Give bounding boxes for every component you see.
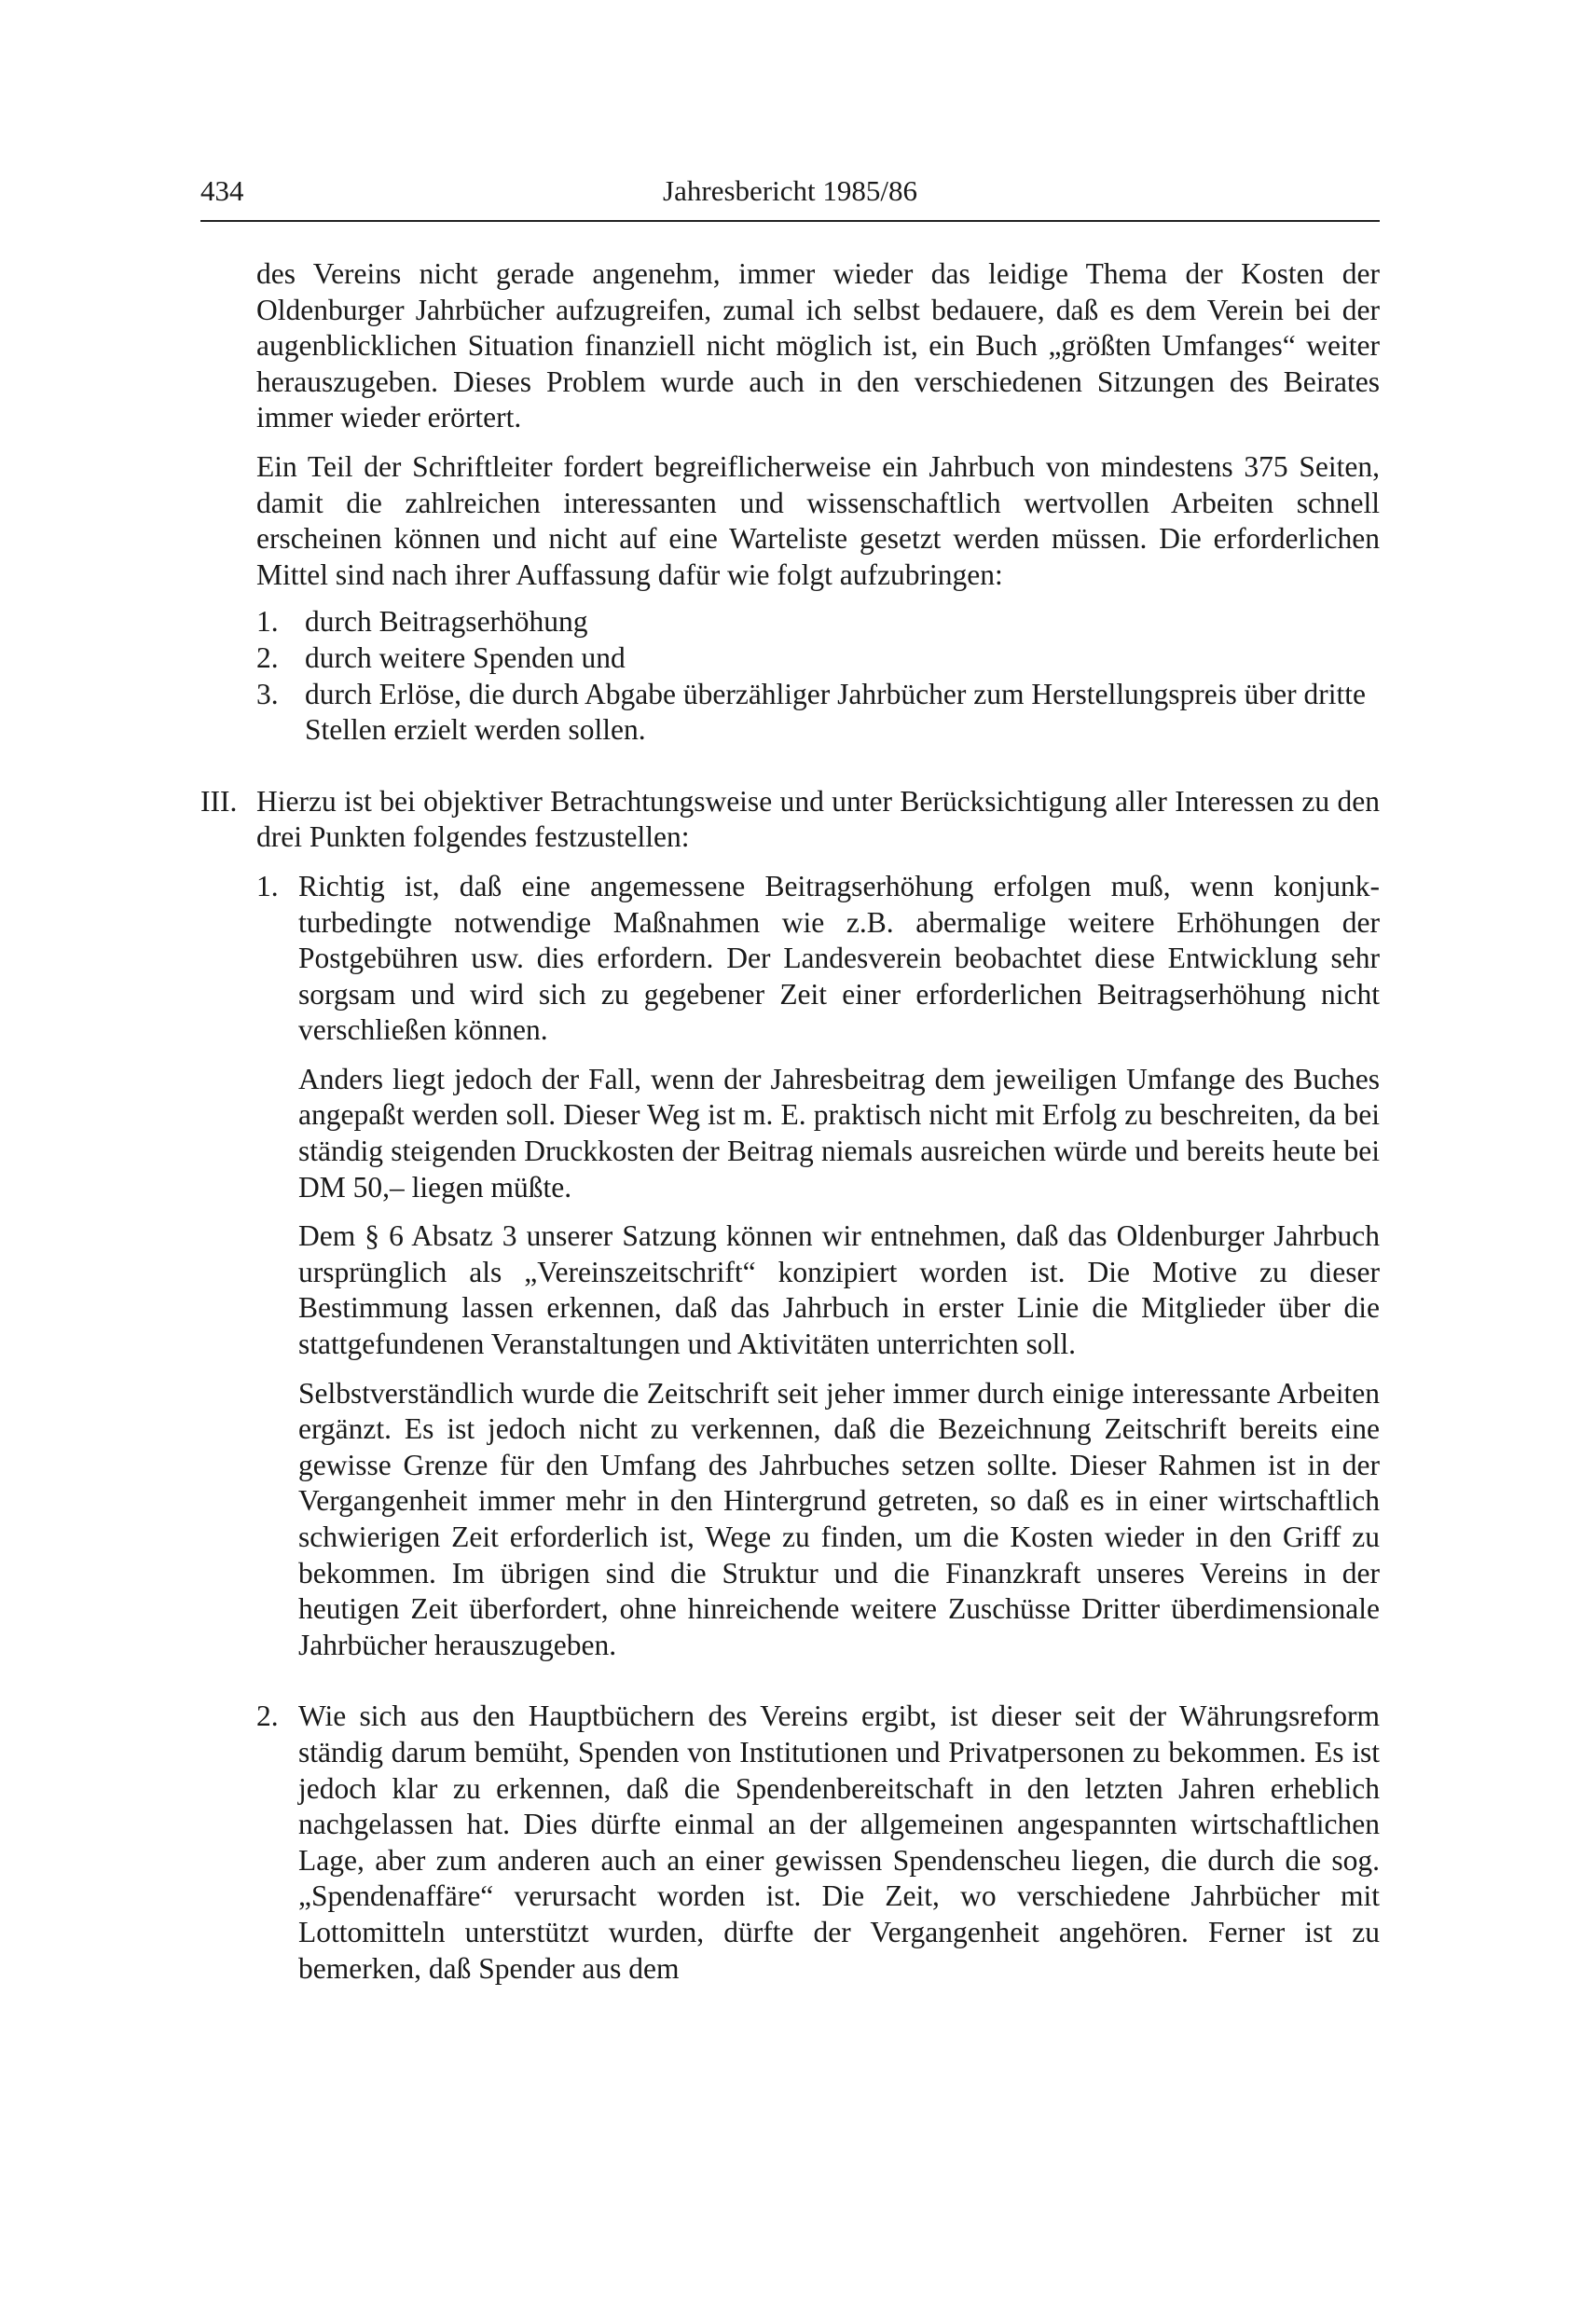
point-paragraph: Dem § 6 Absatz 3 unserer Satzung können wir entnehmen, daß das Oldenburger Jahrbuch ursprünglich als „Vereinszeitschrift“ konzipiert worden ist. Die Motive zu dieser Bestimmung lassen erkennen, daß das Jahrbuch in erster Linie die Mitglieder über die stattgefundenen Veranstaltungen und Aktivitäten unterrichten soll. bbox=[298, 1219, 1380, 1361]
point-paragraph: Wie sich aus den Hauptbüchern des Vereins ergibt, ist dieser seit der Währungsreform ständig darum bemüht, Spenden von Institutionen und Privatpersonen zu bekommen. Es ist jedoch klar zu erkennen, daß die Spendenbereitschaft in den letzten Jahren erheblich nachgelassen hat. Dies dürfte einmal an der allgemeinen angespannten wirtschaftlichen Lage, aber zum anderen auch an einer gewissen Spendenscheu liegen, die durch die sog. „Spendenaffäre“ verursacht worden ist. Die Zeit, wo verschiedene Jahrbücher mit Lottomitteln unterstützt wurden, dürfte der Vergangenheit angehören. Ferner ist zu bemerken, daß Spender aus dem bbox=[298, 1700, 1380, 1985]
running-title: Jahresbericht 1985/86 bbox=[663, 174, 917, 207]
running-head bbox=[200, 171, 1380, 212]
list-marker: 2. bbox=[256, 640, 279, 674]
point-marker: 1. bbox=[256, 869, 279, 902]
demand-paragraph: Ein Teil der Schriftleiter fordert begreiflicherweise ein Jahrbuch von mindestens 375 Seiten, damit die zahlreichen interessanten und wissenschaftlich wertvollen Arbeiten schnell erscheinen können und nicht auf eine Warteliste gesetzt werden müssen. Die erforderlichen Mittel sind nach ihrer Auffassung dafür wie folgt aufzubringen: bbox=[256, 449, 1380, 591]
list-item bbox=[256, 677, 1380, 749]
header-rule bbox=[200, 220, 1380, 222]
point-paragraph: Selbstverständlich wurde die Zeitschrift seit jeher immer durch einige interessante Arbeiten ergänzt. Es ist jedoch nicht zu verkennen, daß die Bezeichnung Zeitschrift bereits eine gewisse Grenze für den Umfang des Jahrbuches setzen sollte. Dieser Rahmen ist in der Vergangenheit immer mehr in den Hintergrund getreten, so daß es in einer wirtschaftlich schwierigen Zeit erforderlich ist, Wege zu finden, um die Kosten wieder in den Griff zu bekommen. Im übrigen sind die Struktur und die Finanzkraft unseres Vereins in der heutigen Zeit überfordert, ohne hinreichende weitere Zuschüsse Dritter überdimensionale Jahrbücher herauszugeben. bbox=[298, 1376, 1380, 1661]
section-lead: Hierzu ist bei objektiver Betrachtungsweise und unter Berücksichtigung aller Interessen zu den drei Punkten folgendes festzustellen: bbox=[256, 784, 1380, 854]
list-item-text: durch Erlöse, die durch Abgabe überzähliger Jahrbücher zum Herstellungspreis über dritte Stellen erzielt werden sollen. bbox=[305, 677, 1366, 747]
point-marker: 2. bbox=[256, 1700, 279, 1733]
point-paragraph: Anders liegt jedoch der Fall, wenn der Jahresbeitrag dem jeweiligen Umfange des Buches angepaßt werden soll. Dieser Weg ist m. E. praktisch nicht mit Erfolg zu beschreiten, da bei ständig steigenden Druckkosten der Beitrag niemals ausreichen würde und bereits heute bei DM 50,– liegen müßte. bbox=[298, 1062, 1380, 1204]
funding-list bbox=[256, 604, 1380, 748]
section-iii bbox=[200, 784, 1380, 1987]
list-item-text: durch weitere Spenden und bbox=[305, 640, 626, 674]
list-marker: 3. bbox=[256, 677, 279, 710]
point-paragraph: Richtig ist, daß eine angemessene Beitragserhöhung erfolgen muß, wenn konjunkturbedingte notwendige Maßnahmen wie z.B. abermalige weitere Erhöhungen der Postgebühren usw. dies erfordern. Der Landesverein beobachtet diese Entwicklung sehr sorgsam und wird sich zu gegebener Zeit einer erforderlichen Beitragserhöhung nicht verschließen können. bbox=[298, 869, 1380, 1047]
section-marker: III. bbox=[200, 784, 238, 818]
list-item bbox=[256, 604, 1380, 640]
point-1 bbox=[256, 869, 1380, 1663]
list-marker: 1. bbox=[256, 605, 279, 639]
page-number: 434 bbox=[200, 174, 244, 207]
body-text bbox=[200, 256, 1380, 1987]
intro-paragraph: des Vereins nicht gerade angenehm, immer wieder das leidige Thema der Kosten der Oldenburger Jahrbücher aufzugreifen, zumal ich selbst bedauere, daß es dem Verein bei der augenblicklichen Situation finanziell nicht möglich ist, ein Buch „größten Umfanges“ weiter herauszugeben. Dieses Problem wurde auch in den verschiedenen Sitzungen des Beirates immer wieder erörtert. bbox=[256, 257, 1380, 434]
list-item-text: durch Beitragserhöhung bbox=[305, 605, 588, 639]
point-2 bbox=[256, 1699, 1380, 1987]
list-item bbox=[256, 640, 1380, 677]
